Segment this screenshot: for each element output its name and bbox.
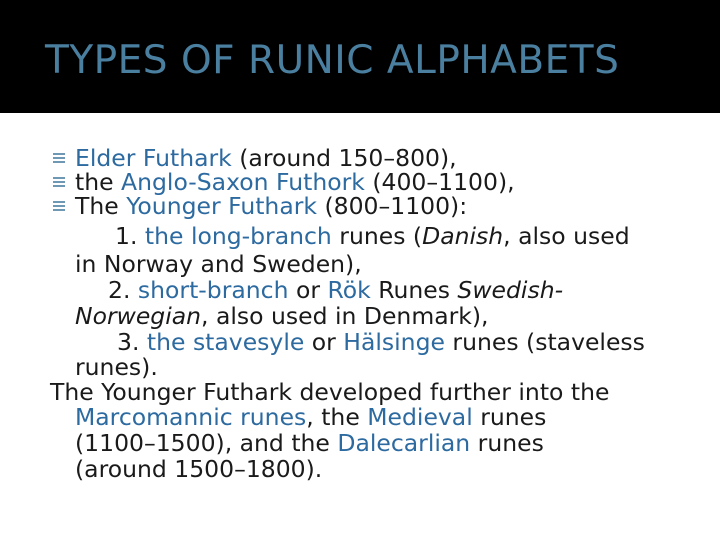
long-branch-link[interactable]: the long-branch	[144, 222, 332, 250]
bullet-item-elder-futhark: Elder Futhark (around 150–800),	[75, 144, 457, 172]
paragraph-line-3: (1100–1500), and the Dalecarlian runes	[75, 429, 544, 457]
bullet-item-younger-futhark: The Younger Futhark (800–1100):	[75, 192, 468, 220]
paragraph-line-2: Marcomannic runes, the Medieval runes	[75, 403, 547, 431]
paragraph-line-1: The Younger Futhark developed further into the	[50, 378, 610, 406]
list-bullet-icon	[52, 200, 66, 214]
list-bullet-icon	[52, 176, 66, 190]
sub-item-stavesyle-cont: runes).	[75, 353, 158, 381]
sub-item-long-branch-cont: in Norway and Sweden),	[75, 250, 362, 278]
slide-title: TYPES OF RUNIC ALPHABETS	[45, 38, 620, 83]
list-bullet-icon	[52, 152, 66, 166]
younger-futhark-link[interactable]: Younger Futhark	[126, 192, 317, 220]
rok-link[interactable]: Rök	[327, 276, 371, 304]
sub-item-stavesyle: 3. the stavesyle or Hälsinge runes (staveless	[117, 328, 645, 356]
dalecarlian-link[interactable]: Dalecarlian	[337, 429, 471, 457]
medieval-link[interactable]: Medieval	[367, 403, 473, 431]
sub-item-short-branch-cont: Norwegian, also used in Denmark),	[75, 302, 489, 330]
elder-futhark-link[interactable]: Elder Futhark	[75, 144, 232, 172]
stavesyle-link[interactable]: the stavesyle	[146, 328, 305, 356]
bullet-item-anglo-saxon: the Anglo-Saxon Futhork (400–1100),	[75, 168, 515, 196]
paragraph-line-4: (around 1500–1800).	[75, 455, 323, 483]
marcomannic-runes-link[interactable]: Marcomannic runes	[75, 403, 307, 431]
short-branch-link[interactable]: short-branch	[137, 276, 289, 304]
sub-item-long-branch: 1. the long-branch runes (Danish, also used	[115, 222, 630, 250]
halsinge-link[interactable]: Hälsinge	[343, 328, 445, 356]
anglo-saxon-futhork-link[interactable]: Anglo-Saxon Futhork	[121, 168, 365, 196]
sub-item-short-branch: 2. short-branch or Rök Runes Swedish-	[108, 276, 564, 304]
